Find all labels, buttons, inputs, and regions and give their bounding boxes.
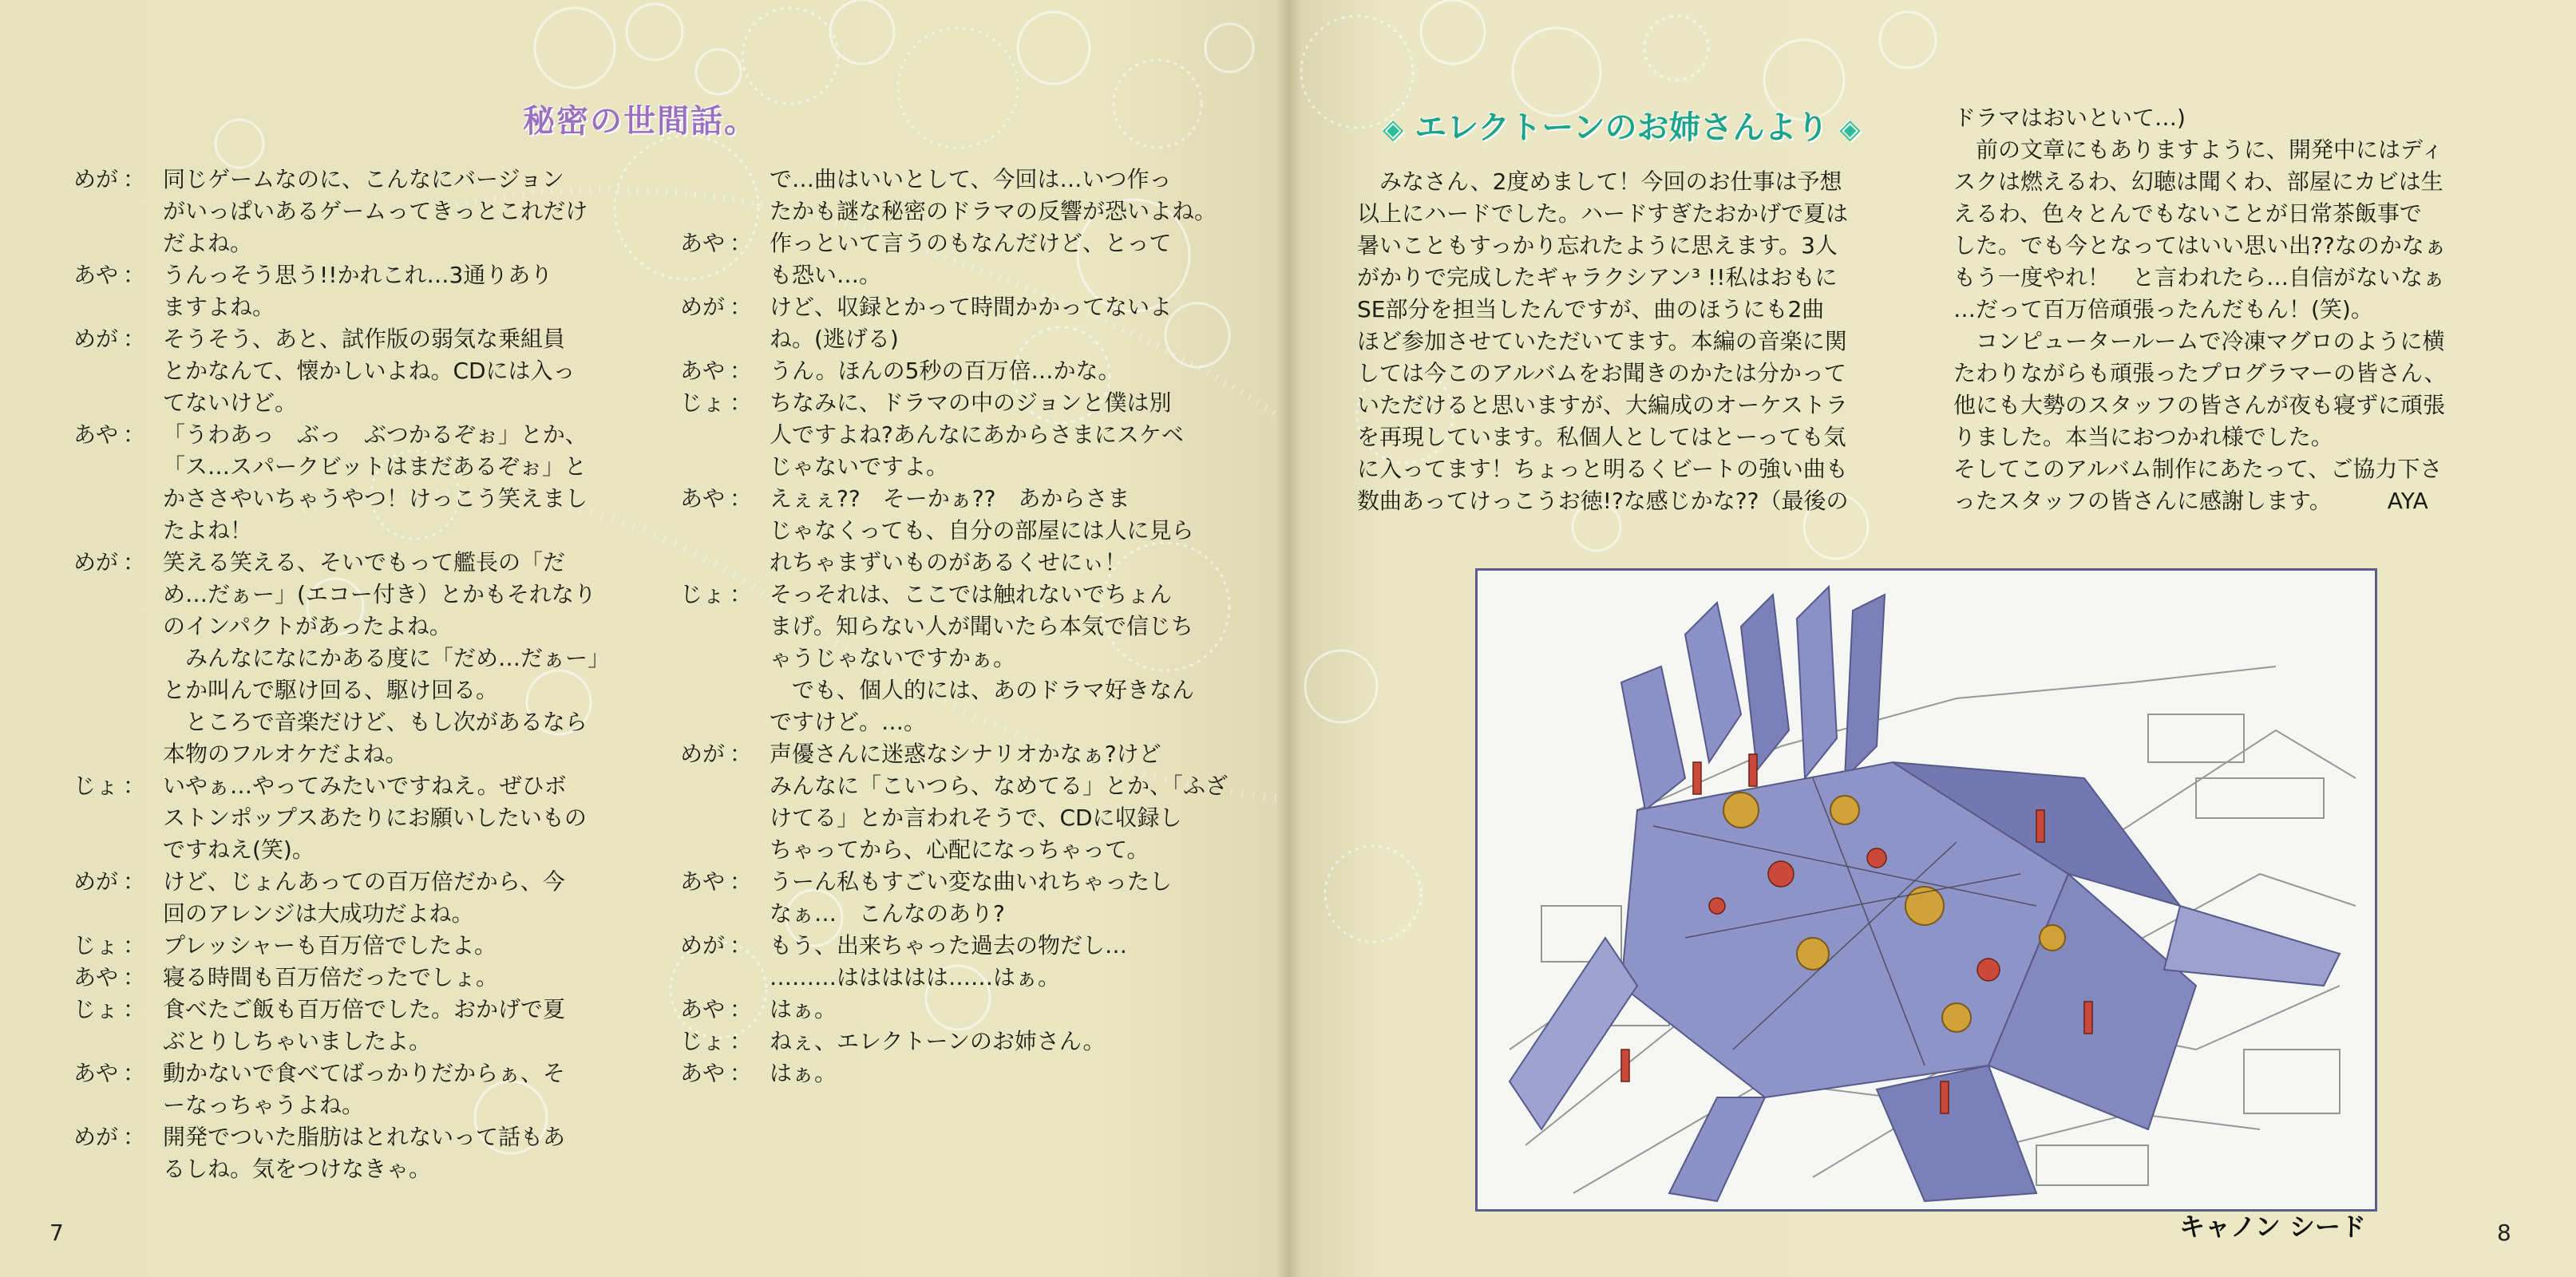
essay-column-1 [1357,166,1849,517]
speaker-name: めが [680,741,726,767]
dialog-line [680,355,1239,387]
dialog-line [73,483,624,515]
speaker-colon [730,834,770,866]
speaker-name: あや [73,262,119,288]
speaker-colon: ： [730,741,753,767]
essay-line: スクは燃えるわ、幻聴は聞くわ、部屋にカビは生 [1953,168,2443,195]
dialog-line [73,802,624,834]
speaker-name [680,834,730,866]
essay-line: に入ってます！ちょっと明るくビートの強い曲も [1357,456,1848,482]
speaker-name [680,323,730,355]
dialog-line [73,1153,624,1185]
speaker-colon: ： [730,996,753,1022]
speaker-name [73,291,123,323]
dialog-text: 笑える笑える、そいでもって艦長の「だ [163,549,566,575]
dialog-text: 同じゲームなのに、こんなにバージョン [163,166,564,192]
speaker-colon [730,706,770,738]
speaker-name: あや [73,421,119,448]
dialog-line [73,355,624,387]
dialog-text: のインパクトがあったよね。 [163,613,452,639]
dialog-line [73,706,624,738]
speaker-colon [123,706,163,738]
speaker-colon [730,259,770,291]
speaker-colon: ： [123,964,146,990]
speaker-name [73,1153,123,1185]
dialog-text: ますよね。 [163,294,275,320]
dialog-line [73,866,624,898]
dialog-text: がいっぱいあるゲームってきっとこれだけ [163,198,588,224]
speaker-name [73,483,123,515]
dialog-text: うーん私もすごい変な曲いれちゃったし [770,868,1173,895]
dialog-text: 「うわあっ ぶっ ぶつかるぞぉ」とか、 [163,421,588,448]
essay-line: 以上にハードでした。ハードすぎたおかげで夏は [1357,200,1849,227]
dialog-line [73,451,624,483]
dialog-text: けど、収録とかって時間かかってないよ [770,294,1173,320]
speaker-colon [730,770,770,802]
speaker-colon [123,291,163,323]
dialog-text: め…だぁー」(エコー付き）とかもそれなり [163,581,596,607]
essay-line: 数曲あってけっこうお徳!?な感じかな??（最後の [1357,488,1849,514]
dialog-text: みんなに「こいつら、なめてる」とか、「ふざ [770,773,1229,799]
right-title-text: エレクトーンのお姉さんより [1415,109,1829,146]
speaker-colon [730,451,770,483]
speaker-name: めが [680,294,726,320]
speaker-colon [123,738,163,770]
speaker-colon: ： [123,868,146,895]
left-page-title: 秘密の世間話。 [523,103,758,140]
dialog-text: ね。(逃げる) [770,326,899,352]
speaker-name [680,547,730,579]
dialog-text: 食べたご飯も百万倍でした。おかげで夏 [163,996,566,1022]
speaker-name: じょ [680,1028,726,1054]
essay-line: えるわ、色々とんでもないことが日常茶飯事で [1953,200,2422,227]
speaker-name: めが [73,868,119,895]
speaker-name [73,387,123,419]
dialog-text: るしね。気をつけなきゃ。 [163,1156,432,1182]
speaker-colon: ： [730,581,753,607]
speaker-colon [123,898,163,930]
speaker-colon [730,547,770,579]
speaker-colon: ： [123,996,146,1022]
dialog-line [73,227,624,259]
dialog-text: とか叫んで駆け回る、駆け回る。 [163,677,499,703]
dialog-text: たかも謎な秘密のドラマの反響が恐いよね。 [770,198,1217,224]
dialog-text: みんなになにかある度に「だめ…だぁー」 [163,645,611,671]
essay-line: そしてこのアルバム制作にあたって、ご協力下さ [1953,456,2443,482]
speaker-colon: ： [123,1060,146,1086]
dialog-text: 動かないで食べてばっかりだからぁ、そ [163,1060,566,1086]
speaker-name [680,674,730,706]
dialog-text: けど、じょんあっての百万倍だから、今 [163,868,565,895]
speaker-name: あや [73,964,119,990]
speaker-name [680,706,730,738]
essay-line: 暑いこともすっかり忘れたように思えます。3人 [1357,232,1838,259]
speaker-colon [730,419,770,451]
speaker-name [680,898,730,930]
speaker-name [73,227,123,259]
dialog-line [680,259,1239,291]
dialog-line [680,611,1239,642]
dialog-line [73,387,624,419]
dialog-line [680,866,1239,898]
speaker-colon [123,579,163,611]
dialog-text: で…曲はいいとして、今回は…いつ作っ [770,166,1172,192]
speaker-name [680,642,730,674]
speaker-name [73,802,123,834]
speaker-colon [730,642,770,674]
speaker-name [73,834,123,866]
dialog-line [73,1058,624,1089]
dialog-text: 本物のフルオケだよね。 [163,741,408,767]
dialog-line [73,930,624,962]
essay-line: ほど参加させていただいてます。本編の音楽に関 [1357,328,1847,354]
speaker-colon [730,802,770,834]
speaker-colon [730,323,770,355]
speaker-name [73,898,123,930]
diamond-ornament-icon: ◈ [1839,113,1861,145]
speaker-name: あや [680,358,726,384]
essay-line: りました。本当におつかれ様でした。 [1953,424,2333,450]
speaker-colon [123,355,163,387]
speaker-colon: ： [730,294,753,320]
dialog-text: もう、出来ちゃった過去の物だし… [770,932,1128,959]
dialog-text: ところで音楽だけど、もし次があるなら [163,709,588,735]
dialog-line [73,547,624,579]
speaker-name [73,579,123,611]
essay-line: がかりで完成したギャラクシアン³ !!私はおもに [1357,264,1838,291]
speaker-colon [123,834,163,866]
speaker-colon [123,227,163,259]
dialog-text: ちゃってから、心配になっちゃって。 [770,836,1150,863]
speaker-colon [123,802,163,834]
speaker-colon [123,451,163,483]
speaker-colon [123,1153,163,1185]
dialog-line [680,547,1239,579]
dialog-text: 開発でついた脂肪はとれないって話もあ [163,1124,566,1150]
essay-line: …だって百万倍頑張ったんだもん！(笑)。 [1953,296,2373,322]
dialog-line [73,323,624,355]
speaker-colon [123,1089,163,1121]
dialog-text: プレッシャーも百万倍でしたよ。 [163,932,497,959]
speaker-name: じょ [680,581,726,607]
dialog-line [73,579,624,611]
dialog-text: ちなみに、ドラマの中のジョンと僕は別 [770,389,1172,416]
dialog-line [73,834,624,866]
speaker-colon [730,196,770,227]
speaker-name [73,1026,123,1058]
speaker-name [680,802,730,834]
dialog-line [680,579,1239,611]
speaker-colon: ： [730,1028,753,1054]
dialog-line [680,227,1239,259]
speaker-name [73,1089,123,1121]
speaker-colon [730,674,770,706]
dialog-line [680,738,1239,770]
dialog-text: たよね！ [163,517,253,544]
dialog-text: うんっそう思う!!かれこれ…3通りあり [163,262,553,288]
dialog-line [680,706,1239,738]
dialog-text: はぁ。 [770,1060,837,1086]
dialog-text: そうそう、あと、試作版の弱気な乗組員 [163,326,566,352]
page-number-left: 7 [49,1220,64,1246]
dialog-line [73,164,624,196]
dialog-line [680,196,1239,227]
dialog-text: れちゃまずいものがあるくせにぃ！ [770,549,1127,575]
mecha-illustration [1475,568,2377,1212]
speaker-colon [123,642,163,674]
speaker-name: じょ [73,996,119,1022]
essay-line: みなさん、2度めまして！今回のお仕事は予想 [1357,168,1842,195]
speaker-colon: ： [123,166,146,192]
speaker-name [680,164,730,196]
speaker-colon: ： [730,1060,753,1086]
speaker-name [680,770,730,802]
essay-line: しては今このアルバムをお聞きのかたは分かって [1357,360,1846,386]
dialog-line [680,323,1239,355]
speaker-name: あや [680,230,726,256]
speaker-name [680,196,730,227]
dialog-line [680,898,1239,930]
dialog-line [680,834,1239,866]
essay-line: 他にも大勢のスタッフの皆さんが夜も寝ずに頑張 [1953,392,2446,418]
dialog-line [73,611,624,642]
speaker-colon: ： [730,932,753,959]
dialog-text: ぶとりしちゃいましたよ。 [163,1028,432,1054]
dialog-text: も恐い…。 [770,262,882,288]
speaker-name [680,611,730,642]
dialog-text: そっそれは、ここでは触れないでちょん [770,581,1173,607]
speaker-colon [730,962,770,994]
speaker-colon: ： [123,773,146,799]
essay-line: した。でも今となってはいい思い出??なのかなぁ [1953,232,2447,259]
dialog-line [73,642,624,674]
speaker-colon [123,674,163,706]
speaker-colon [123,611,163,642]
essay-line: 前の文章にもありますように、開発中にはディ [1953,136,2443,163]
speaker-colon [123,1026,163,1058]
dialog-line [680,515,1239,547]
speaker-name [680,962,730,994]
dialog-text: 回のアレンジは大成功だよね。 [163,900,474,927]
dialog-text: かささやいちゃうやつ！けっこう笑えまし [163,485,588,512]
speaker-colon: ： [730,358,753,384]
dialog-text: ストンポップスあたりにお願いしたいもの [163,805,587,831]
dialog-text: じゃないですよ。 [770,453,949,480]
dialog-text: 「ス…スパークビットはまだあるぞぉ」と [163,453,587,480]
speaker-name [73,706,123,738]
speaker-colon [730,898,770,930]
dialog-line [680,1058,1239,1089]
speaker-name [73,355,123,387]
dialog-line [73,259,624,291]
speaker-name [680,515,730,547]
dialog-line [73,994,624,1026]
speaker-colon [123,483,163,515]
dialog-line [73,291,624,323]
speaker-name: あや [680,485,726,512]
speaker-name [73,642,123,674]
speaker-name: あや [73,1060,119,1086]
book-spine [1276,0,1301,1277]
dialog-column-2 [680,164,1239,1089]
dialog-text: じゃなくっても、自分の部屋には人に見ら [770,517,1194,544]
dialog-line [73,738,624,770]
speaker-colon: ： [730,389,753,416]
speaker-colon: ： [123,932,146,959]
dialog-line [680,419,1239,451]
dialog-line [73,515,624,547]
dialog-line [680,930,1239,962]
speaker-name: じょ [680,389,726,416]
speaker-name: めが [73,166,119,192]
speaker-name: あや [680,868,726,895]
speaker-colon: ： [123,1124,146,1150]
dialog-text: まげ。知らない人が聞いたら本気で信じち [770,613,1193,639]
dialog-line [680,994,1239,1026]
speaker-name: あや [680,1060,726,1086]
essay-line: SE部分を担当したんですが、曲のほうにも2曲 [1357,296,1825,322]
dialog-line [680,451,1239,483]
speaker-colon: ： [123,421,146,448]
dialog-line [73,419,624,451]
speaker-colon: ： [730,485,753,512]
page-number-right: 8 [2497,1220,2511,1246]
dialog-text: 寝る時間も百万倍だったでしょ。 [163,964,499,990]
essay-column-2 [1953,102,2447,517]
speaker-name [73,611,123,642]
dialog-line [680,387,1239,419]
speaker-name [680,419,730,451]
essay-line: たわりながらも頑張ったプログラマーの皆さん、 [1953,360,2447,386]
speaker-colon: ： [123,549,146,575]
dialog-text: なぁ… こんなのあり? [770,900,1005,927]
essay-line: いただけると思いますが、大編成のオーケストラ [1357,392,1848,418]
dialog-text: えぇぇ?? そーかぁ?? あからさま [770,485,1130,512]
essay-line: ったスタッフの皆さんに感謝します。 AYA [1953,488,2428,514]
speaker-colon [123,196,163,227]
dialog-line [680,642,1239,674]
dialog-line [680,483,1239,515]
speaker-name: めが [680,932,726,959]
speaker-name [73,674,123,706]
speaker-name [680,259,730,291]
dialog-text: でも、個人的には、あのドラマ好きなん [770,677,1195,703]
dialog-line [680,164,1239,196]
speaker-colon: ： [123,262,146,288]
dialog-text: ですねえ(笑)。 [163,836,315,863]
essay-line: ドラマはおいといて…) [1953,105,2186,131]
dialog-text: てないけど。 [163,389,298,416]
essay-line: コンピュータールームで冷凍マグロのように横 [1953,328,2445,354]
speaker-colon [730,164,770,196]
dialog-line [680,291,1239,323]
dialog-line [73,770,624,802]
dialog-text: 作っといて言うのもなんだけど、とって [770,230,1172,256]
dialog-line [73,196,624,227]
dialog-line [73,1121,624,1153]
dialog-text: ですけど。…。 [770,709,927,735]
dialog-line [73,898,624,930]
dialog-line [680,802,1239,834]
speaker-name: あや [680,996,726,1022]
speaker-colon [730,515,770,547]
diamond-ornament-icon: ◈ [1383,113,1404,145]
dialog-line [680,962,1239,994]
right-page-title [1383,102,1861,148]
dialog-line [680,674,1239,706]
dialog-text: いやぁ…やってみたいですねえ。ぜひボ [163,773,567,799]
speaker-name: めが [73,326,119,352]
dialog-line [73,1089,624,1121]
speaker-colon: ： [730,868,753,895]
essay-line: を再現しています。私個人としてはとーっても気 [1357,424,1846,450]
speaker-colon [730,611,770,642]
speaker-name: めが [73,1124,119,1150]
dialog-text: ゃうじゃないですかぁ。 [770,645,1016,671]
speaker-colon: ： [123,326,146,352]
dialog-column-1 [73,164,624,1185]
speaker-name: じょ [73,773,119,799]
dialog-line [73,674,624,706]
speaker-colon [123,387,163,419]
dialog-text: うん。ほんの5秒の百万倍…かな。 [770,358,1121,384]
dialog-text: ねぇ、エレクトーンのお姉さん。 [770,1028,1106,1054]
speaker-name [73,451,123,483]
speaker-name [680,451,730,483]
dialog-text: 人ですよね?あんなにあからさまにスケベ [770,421,1184,448]
speaker-colon: ： [730,230,753,256]
dialog-line [680,1026,1239,1058]
essay-line: もう一度やれ！ と言われたら…自信がないなぁ [1953,264,2446,291]
dialog-line [73,1026,624,1058]
illustration-caption: キャノン シード [2179,1212,2366,1242]
dialog-text: だよね。 [163,230,253,256]
speaker-name: じょ [73,932,119,959]
dialog-text: はぁ。 [770,996,837,1022]
dialog-line [73,962,624,994]
speaker-colon [123,515,163,547]
mecha-illustration-art [1478,571,2375,1209]
dialog-line [680,770,1239,802]
dialog-text: 声優さんに迷惑なシナリオかなぁ?けど [770,741,1161,767]
dialog-text: ーなっちゃうよね。 [163,1092,365,1118]
speaker-name: めが [73,549,119,575]
speaker-name [73,196,123,227]
dialog-text: ………ははははは……はぁ。 [770,964,1061,990]
dialog-text: とかなんて、懐かしいよね。CDには入っ [163,358,576,384]
speaker-name [73,515,123,547]
speaker-name [73,738,123,770]
dialog-text: けてる」とか言われそうで、CDに収録し [770,805,1182,831]
